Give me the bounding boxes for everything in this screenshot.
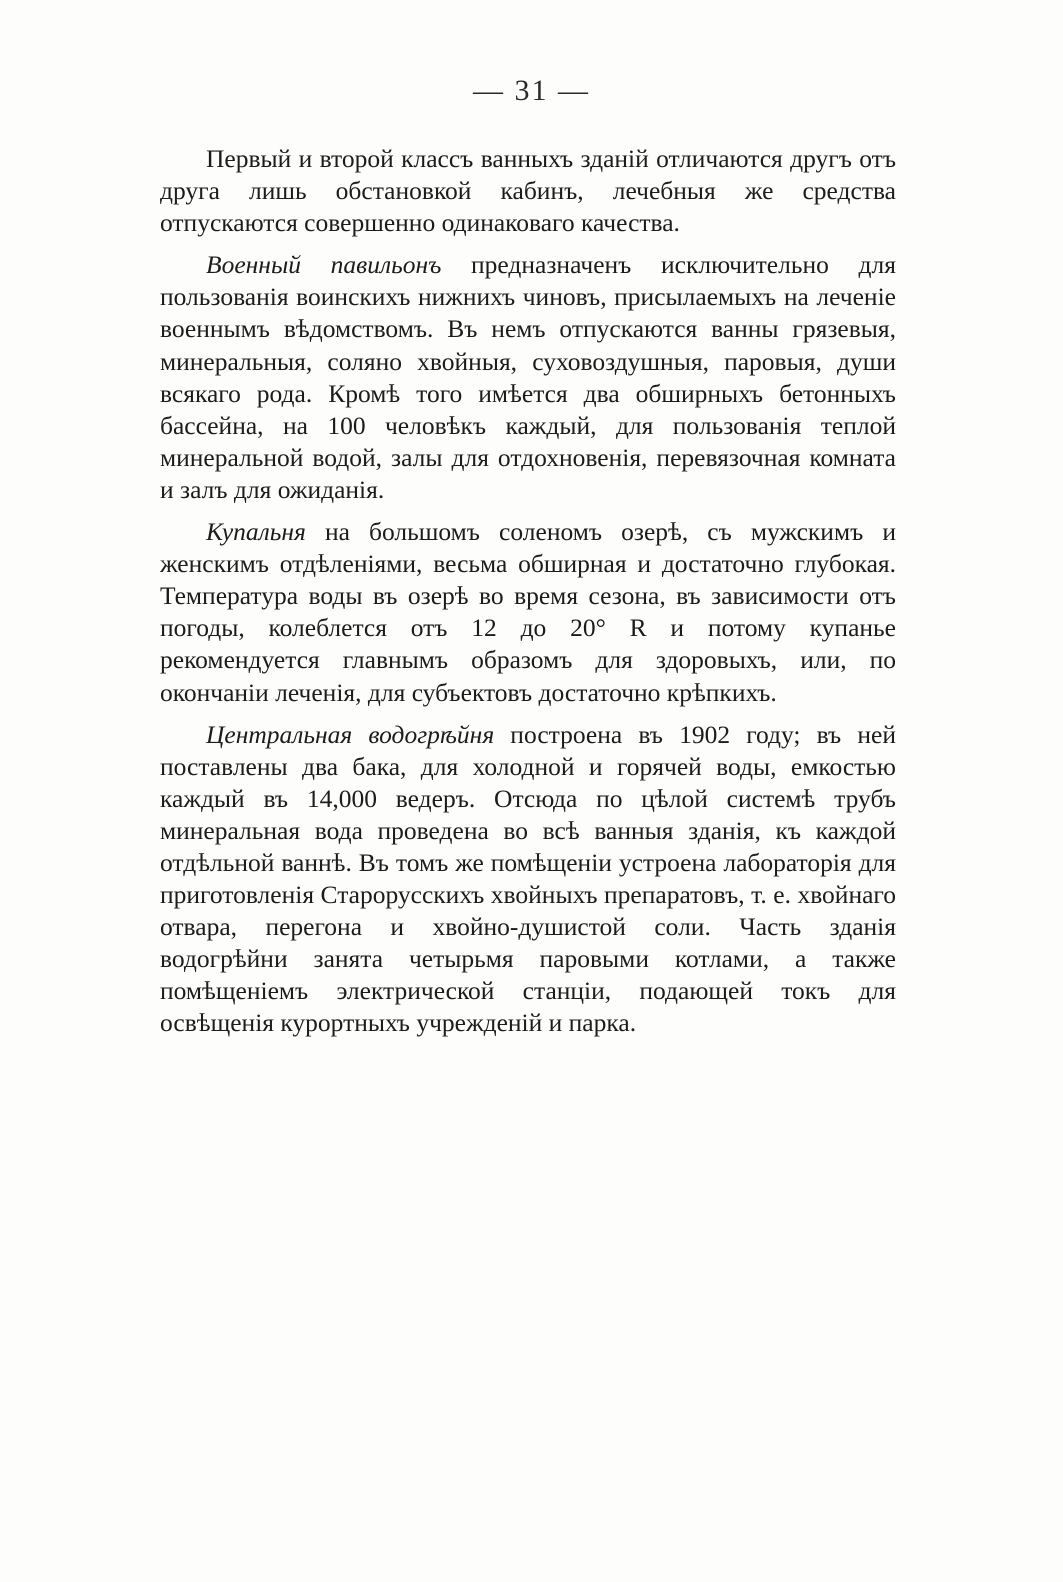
paragraph-term: Военный павильонъ <box>206 250 442 280</box>
page-number: — 31 — <box>473 74 590 107</box>
paragraph-term: Купальня <box>206 517 306 547</box>
paragraph-bathing-house <box>160 516 896 709</box>
body-text <box>160 143 896 1040</box>
paragraph-body: построена въ 1902 году; въ ней поставлены два бака, для холодной и горячей воды, емкостью каждый въ 14,000 ведеръ. Отсюда по цѣлой системѣ трубъ минеральная вода проведена во всѣ ванныя зданія, къ каждой отдѣльной ваннѣ. Въ томъ же помѣщеніи устроена лабораторія для приготовленія Старорусскихъ хвойныхъ препаратовъ, т. е. хвойнаго отвара, перегона и хвойно-душистой соли. Часть зданія водогрѣйни занята четырьмя паровыми котлами, а также помѣщеніемъ электрической станціи, подающей токъ для освѣщенія курортныхъ учрежденій и парка. <box>160 719 896 1038</box>
paragraph-body: на большомъ соленомъ озерѣ, съ мужскимъ и женскимъ отдѣленіями, весьма обширная и достаточно глубокая. Температура воды въ озерѣ во время сезона, въ зависимости отъ погоды, колеблется отъ 12 до 20° R и потому купанье рекомендуется главнымъ образомъ для здоровыхъ, или, по окончаніи леченія, для субъектовъ достаточно крѣпкихъ. <box>160 517 896 707</box>
paragraph-first-class <box>160 143 896 239</box>
paragraph-body: предназначенъ исключительно для пользованія воинскихъ нижнихъ чиновъ, присылаемыхъ на леченіе военнымъ вѣдомствомъ. Въ немъ отпускаются ванны грязевыя, минеральныя, соляно хвойныя, суховоздушныя, паровыя, души всякаго рода. Кромѣ того имѣется два обширныхъ бетонныхъ бассейна, на 100 человѣкъ каждый, для пользованія теплой минеральной водой, залы для отдохновенія, перевязочная комната и залъ для ожиданія. <box>160 250 896 504</box>
paragraph-body: Первый и второй классъ ванныхъ зданій отличаются другъ отъ друга лишь обстановкой кабинъ, лечебныя же средства отпускаются совершенно одинаковаго качества. <box>160 144 896 238</box>
paragraph-term: Центральная водогрѣйня <box>206 719 495 749</box>
paragraph-military-pavilion <box>160 249 896 506</box>
paragraph-central-boiler-house <box>160 719 896 1040</box>
